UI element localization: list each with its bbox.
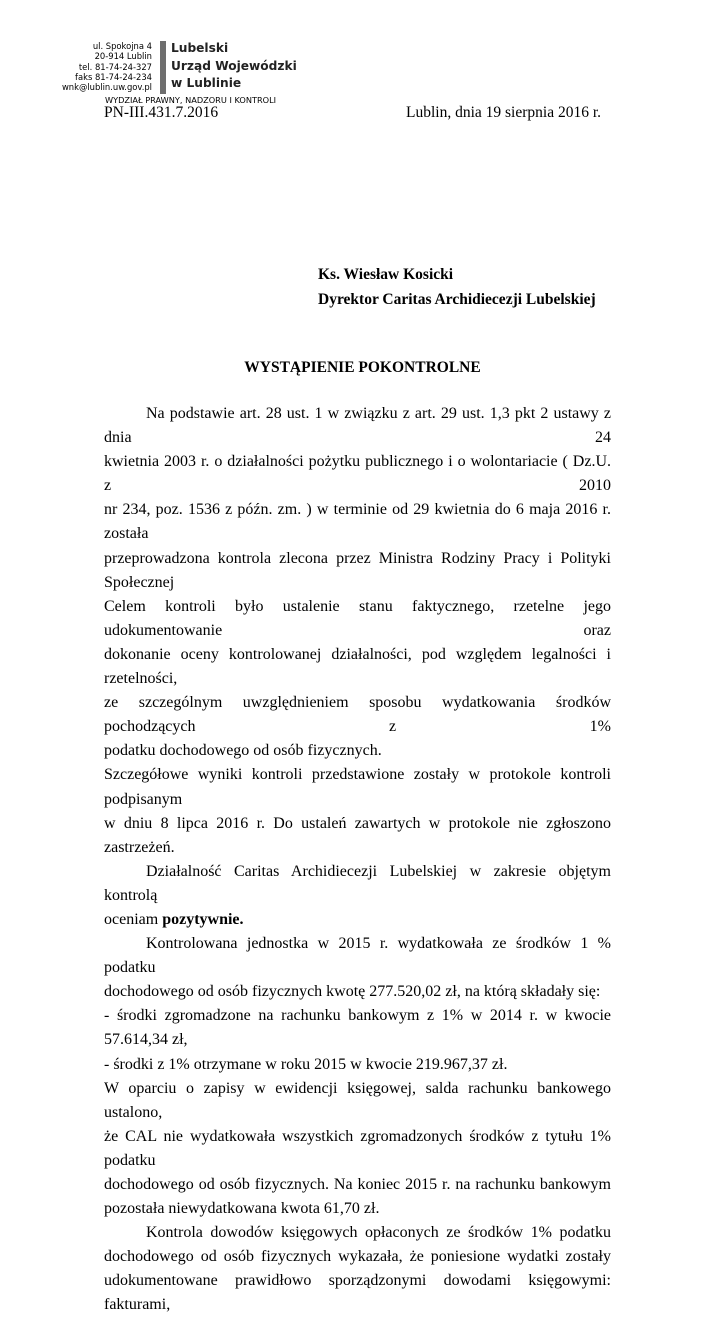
body-line: dokonanie oceny kontrolowanej działalności, pod względem legalności i rzetelności, <box>104 645 611 688</box>
address-email: wnk@lublin.uw.gov.pl <box>61 82 152 93</box>
body-line: udokumentowane prawidłowo sporządzonymi dowodami księgowymi: fakturami, <box>104 1272 611 1314</box>
body-line: Działalność Caritas Archidiecezji Lubelskiej w zakresie objętym kontrolą <box>104 862 611 904</box>
body-line: dochodowego od osób fizycznych. Na koniec 2015 r. na rachunku bankowym <box>104 1176 611 1193</box>
body-line: Szczegółowe wyniki kontroli przedstawione zostały w protokole kontroli podpisanym <box>104 766 611 808</box>
address-city: 20-914 Lublin <box>94 51 152 62</box>
letterhead-office-name <box>171 40 297 93</box>
reference-number: PN-III.431.7.2016 <box>104 104 219 121</box>
office-name-line: w Lublinie <box>171 76 242 90</box>
office-name-line: Urząd Wojewódzki <box>171 58 297 73</box>
address-fax: faks 81-74-24-234 <box>75 71 152 82</box>
letterhead-department: WYDZIAŁ PRAWNY, NADZORU I KONTROLI <box>105 95 277 105</box>
body-line: dochodowego od osób fizycznych wykazała, że poniesione wydatki zostały <box>104 1248 611 1266</box>
address-phone: tel. 81-74-24-327 <box>78 61 152 72</box>
body-line: dochodowego od osób fizycznych kwotę 277.520,02 zł, na którą składały się: <box>104 983 601 1001</box>
body-list-item: - środki zgromadzone na rachunku bankowym z 1% w 2014 r. w kwocie 57.614,34 zł, <box>104 1007 611 1049</box>
document-date: Lublin, dnia 19 sierpnia 2016 r. <box>406 104 602 121</box>
body-list-item: - środki z 1% otrzymane w roku 2015 w kwocie 219.967,37 zł. <box>104 1055 508 1073</box>
body-line: Na podstawie art. 28 ust. 1 w związku z art. 29 ust. 1,3 pkt 2 ustawy z dnia 24 <box>104 405 611 447</box>
body-line: Kontrolowana jednostka w 2015 r. wydatkowała ze środków 1 % podatku <box>104 935 611 977</box>
body-line: ze szczególnym uwzględnieniem sposobu wydatkowania środków pochodzących z 1% <box>104 694 611 736</box>
body-line: przeprowadzona kontrola zlecona przez Ministra Rodziny Pracy i Polityki Społecznej <box>104 549 611 591</box>
assessment-lead: oceniam <box>104 910 163 928</box>
document-body <box>104 402 611 1318</box>
office-name-line: Lubelski <box>171 41 229 55</box>
body-line: że CAL nie wydatkowała wszystkich zgromadzonych środków z tytułu 1% podatku <box>104 1127 611 1169</box>
body-line: w dniu 8 lipca 2016 r. Do ustaleń zawartych w protokole nie zgłoszono zastrzeżeń. <box>104 814 611 856</box>
body-line: W oparciu o zapisy w ewidencji księgowej, salda rachunku bankowego ustalono, <box>104 1079 611 1121</box>
assessment-verdict: pozytywnie. <box>162 910 244 928</box>
document-title: WYSTĄPIENIE POKONTROLNE <box>244 359 481 376</box>
body-line: Kontrola dowodów księgowych opłaconych ze środków 1% podatku <box>146 1224 611 1242</box>
letterhead-divider-bar <box>160 41 166 94</box>
address-street: ul. Spokojna 4 <box>92 41 152 51</box>
body-line: nr 234, poz. 1536 z późn. zm. ) w terminie od 29 kwietnia do 6 maja 2016 r. została <box>104 501 611 543</box>
letterhead-address <box>40 41 152 92</box>
body-line: podatku dochodowego od osób fizycznych. <box>104 742 382 760</box>
body-line: pozostała niewydatkowana kwota 61,70 zł. <box>104 1200 380 1218</box>
recipient-position: Dyrektor Caritas Archidiecezji Lubelskiej <box>318 291 596 308</box>
recipient-block <box>318 262 596 312</box>
body-line-assessment <box>104 908 611 932</box>
body-line: Celem kontroli było ustalenie stanu faktycznego, rzetelne jego udokumentowanie oraz <box>104 597 611 639</box>
recipient-name: Ks. Wiesław Kosicki <box>318 266 454 283</box>
body-line: kwietnia 2003 r. o działalności pożytku publicznego i o wolontariacie ( Dz.U. z 2010 <box>104 453 611 495</box>
